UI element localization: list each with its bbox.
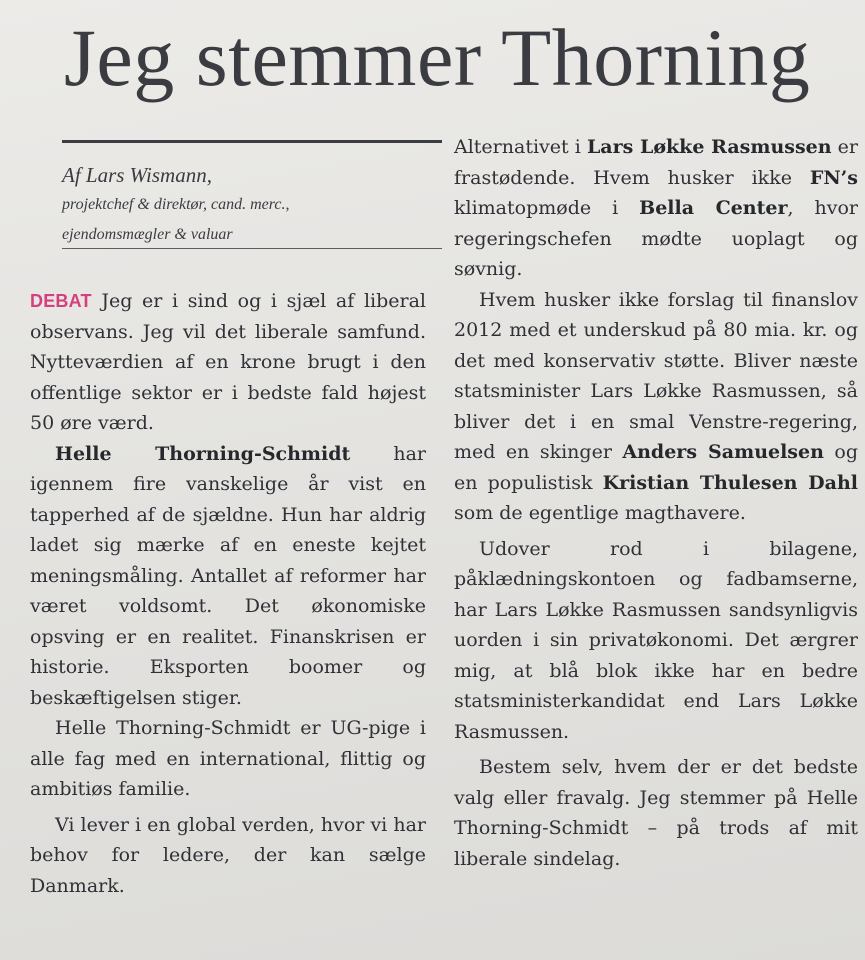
- paragraph: Helle Thorning-Schmidt er UG-pige i alle fag med en international, flittig og ambitiøs familie.: [30, 717, 426, 800]
- bold-name: FN’s: [809, 166, 858, 189]
- paragraph: Vi lever i en global verden, hvor vi har behov for ledere, der kan sælge Danmark.: [30, 813, 426, 897]
- paragraph: Udover rod i bilagene, påklædningskontoen og fadbamserne, har Lars Løkke Rasmussen sandsynligvis uorden i sin privatøkonomi. Det ærgrer mig, at blå blok ikke har en bedre statsministerkandidat end Lars Løkke Rasmussen.: [454, 537, 858, 743]
- paragraph: [454, 132, 858, 285]
- paragraph-text: Alternativet i: [454, 136, 587, 158]
- section-kicker: DEBAT: [30, 291, 92, 311]
- article-column-right: [454, 132, 858, 874]
- paragraph-text: Hvem husker ikke forslag til finanslov 2012 med et underskud på 80 mia. kr. og det med konservativ støtte. Bliver næste statsminister Lars Løkke Rasmussen, så bliver det i en smal Venstre-regering, med en skinger: [454, 288, 858, 463]
- byline-role-line1: projektchef & direktør, cand. merc.,: [62, 196, 290, 213]
- byline-role-line2: ejendomsmægler & valuar: [62, 226, 233, 243]
- paragraph-text: , hvor regeringschefen mødte uoplagt og søvnig.: [454, 197, 858, 280]
- bold-name: Helle Thorning-Schmidt: [55, 442, 351, 465]
- bold-name: Lars Løkke Rasmussen: [586, 136, 832, 158]
- bold-name: Bella Center: [639, 197, 788, 219]
- paragraph-text: og en populistisk: [454, 441, 858, 494]
- paragraph-text: klimatopmøde i: [454, 197, 640, 219]
- byline-rule: [62, 248, 442, 249]
- byline: [62, 160, 442, 250]
- paragraph-text: har igennem fire vanskelige år vist en tapperhed af de sjældne. Hun har aldrig ladet sig mærke af en eneste kejtet meningsmåling. Antallet af reformer har været voldsomt. Det økonomiske opsving er en realitet. Finanskrisen er historie. Eksporten boomer og beskæftigelsen stiger.: [30, 442, 426, 709]
- paragraph: Bestem selv, hvem der er det bedste valg eller fravalg. Jeg stemmer på Helle Thorning-Schmidt – på trods af mit liberale sindelag.: [454, 756, 858, 870]
- byline-author: Af Lars Wismann,: [62, 163, 212, 187]
- headline: Jeg stemmer Thorning: [64, 12, 811, 103]
- intro-text: Jeg er i sind og i sjæl af liberal observans. Jeg vil det liberale samfund. Nytteværdien af en krone brugt i den offentlige sektor er i bedste fald højest 50 øre værd.: [30, 290, 426, 434]
- paragraph-text: som de egentlige magthavere.: [454, 502, 746, 524]
- paragraph-text: er frastødende. Hvem husker ikke: [454, 136, 858, 189]
- paragraph-intro: [30, 286, 426, 439]
- paragraph: [30, 439, 426, 714]
- article-column-left: [30, 286, 426, 901]
- bold-name: Anders Samuelsen: [622, 441, 824, 463]
- headline-rule: [62, 140, 442, 143]
- paragraph: [454, 285, 858, 529]
- bold-name: Kristian Thulesen Dahl: [602, 471, 858, 494]
